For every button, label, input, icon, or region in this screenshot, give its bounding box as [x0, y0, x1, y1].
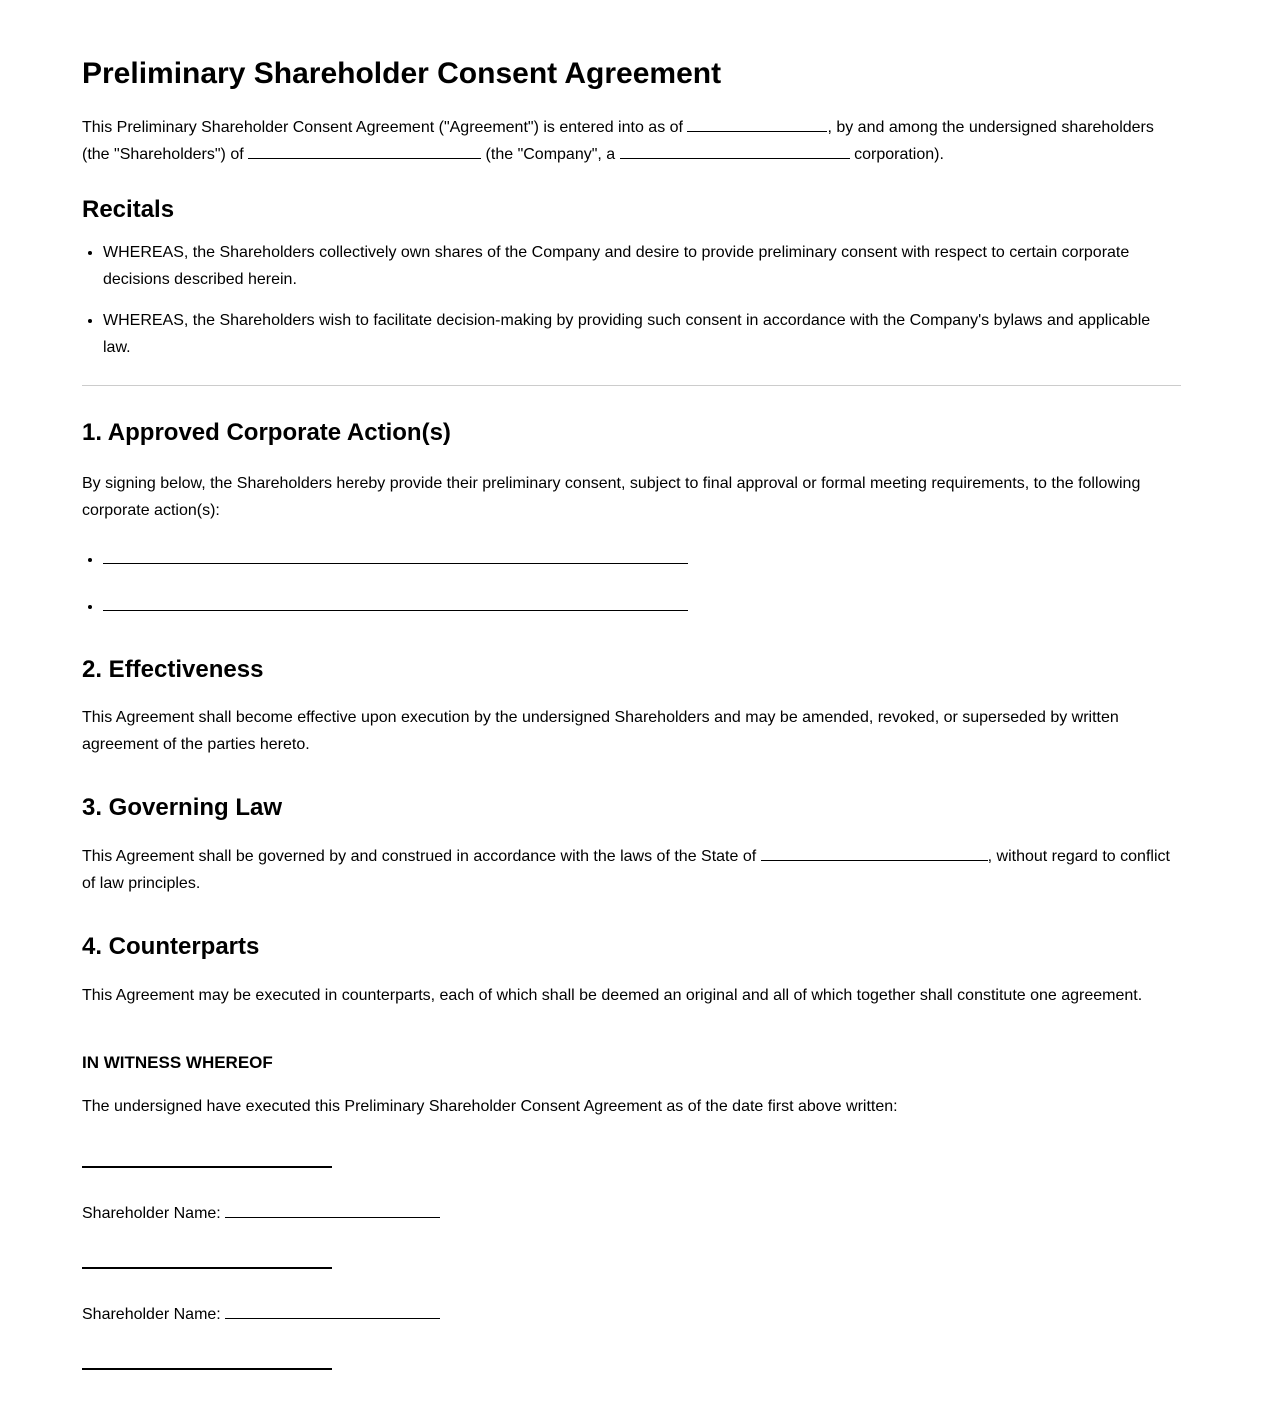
signature-line [82, 1166, 332, 1168]
action-blank-line [103, 550, 688, 564]
intro-text-before-date: This Preliminary Shareholder Consent Agreement ("Agreement") is entered into as of [82, 119, 688, 136]
governing-law-heading: 3. Governing Law [82, 794, 283, 822]
intro-paragraph [82, 114, 1181, 168]
intro-text-after-date: , by and among the undersigned shareholders (the "Shareholders") of [82, 119, 1154, 163]
action-blank-line [103, 597, 688, 611]
intro-text-after-corp-type: corporation). [849, 146, 944, 163]
shareholder-name-label: Shareholder Name: [82, 1204, 221, 1222]
approved-actions-body: By signing below, the Shareholders hereby provide their preliminary consent, subject to final approval or formal meeting requirements, to the following corporate action(s): [82, 474, 1141, 519]
shareholder-name-row [82, 1301, 1181, 1328]
action-blank-item [103, 593, 1181, 620]
state-blank-line [761, 847, 988, 861]
recitals-heading: Recitals [82, 196, 175, 223]
shareholder-name-blank-line [225, 1305, 440, 1319]
recital-item: • WHEREAS, the Shareholders collectively own shares of the Company and desire to provide preliminary consent with respect to certain corporate decisions described herein. [103, 239, 1181, 293]
shareholder-name-label: Shareholder Name: [82, 1305, 221, 1323]
action-blank-list [82, 546, 1181, 620]
governing-law-text-before-state: This Agreement shall be governed by and construed in accordance with the laws of the State of [82, 848, 761, 866]
approved-actions-heading: 1. Approved Corporate Action(s) [82, 418, 451, 446]
effectiveness-body: This Agreement shall become effective upon execution by the undersigned Shareholders and may be amended, revoked, or superseded by written agreement of the parties hereto. [82, 709, 1119, 754]
counterparts-body: This Agreement may be executed in counterparts, each of which shall be deemed an original and all of which together shall constitute one agreement. [82, 986, 1143, 1004]
date-blank-line [687, 118, 827, 132]
corporation-type-blank-line [620, 145, 850, 159]
page-title: Preliminary Shareholder Consent Agreement [82, 57, 722, 90]
governing-law-text-after-state: , without regard to conflict of law principles. [82, 848, 1170, 893]
signature-line [82, 1267, 332, 1269]
action-blank-item [103, 546, 1181, 573]
counterparts-heading: 4. Counterparts [82, 933, 260, 961]
governing-law-body [82, 843, 1181, 897]
effectiveness-heading: 2. Effectiveness [82, 655, 264, 683]
recital-item: • WHEREAS, the Shareholders wish to facilitate decision-making by providing such consent in accordance with the Company's bylaws and applicable law. [103, 307, 1181, 361]
section-divider [82, 385, 1181, 386]
recitals-list [82, 239, 1181, 361]
company-name-blank-line [248, 145, 481, 159]
witness-heading: IN WITNESS WHEREOF [82, 1052, 273, 1072]
signature-line [82, 1368, 332, 1370]
shareholder-name-blank-line [225, 1204, 440, 1218]
shareholder-name-row [82, 1200, 1181, 1227]
intro-text-before-corp-type: (the "Company", a [481, 146, 620, 163]
witness-body: The undersigned have executed this Preliminary Shareholder Consent Agreement as of the date first above written: [82, 1097, 898, 1115]
